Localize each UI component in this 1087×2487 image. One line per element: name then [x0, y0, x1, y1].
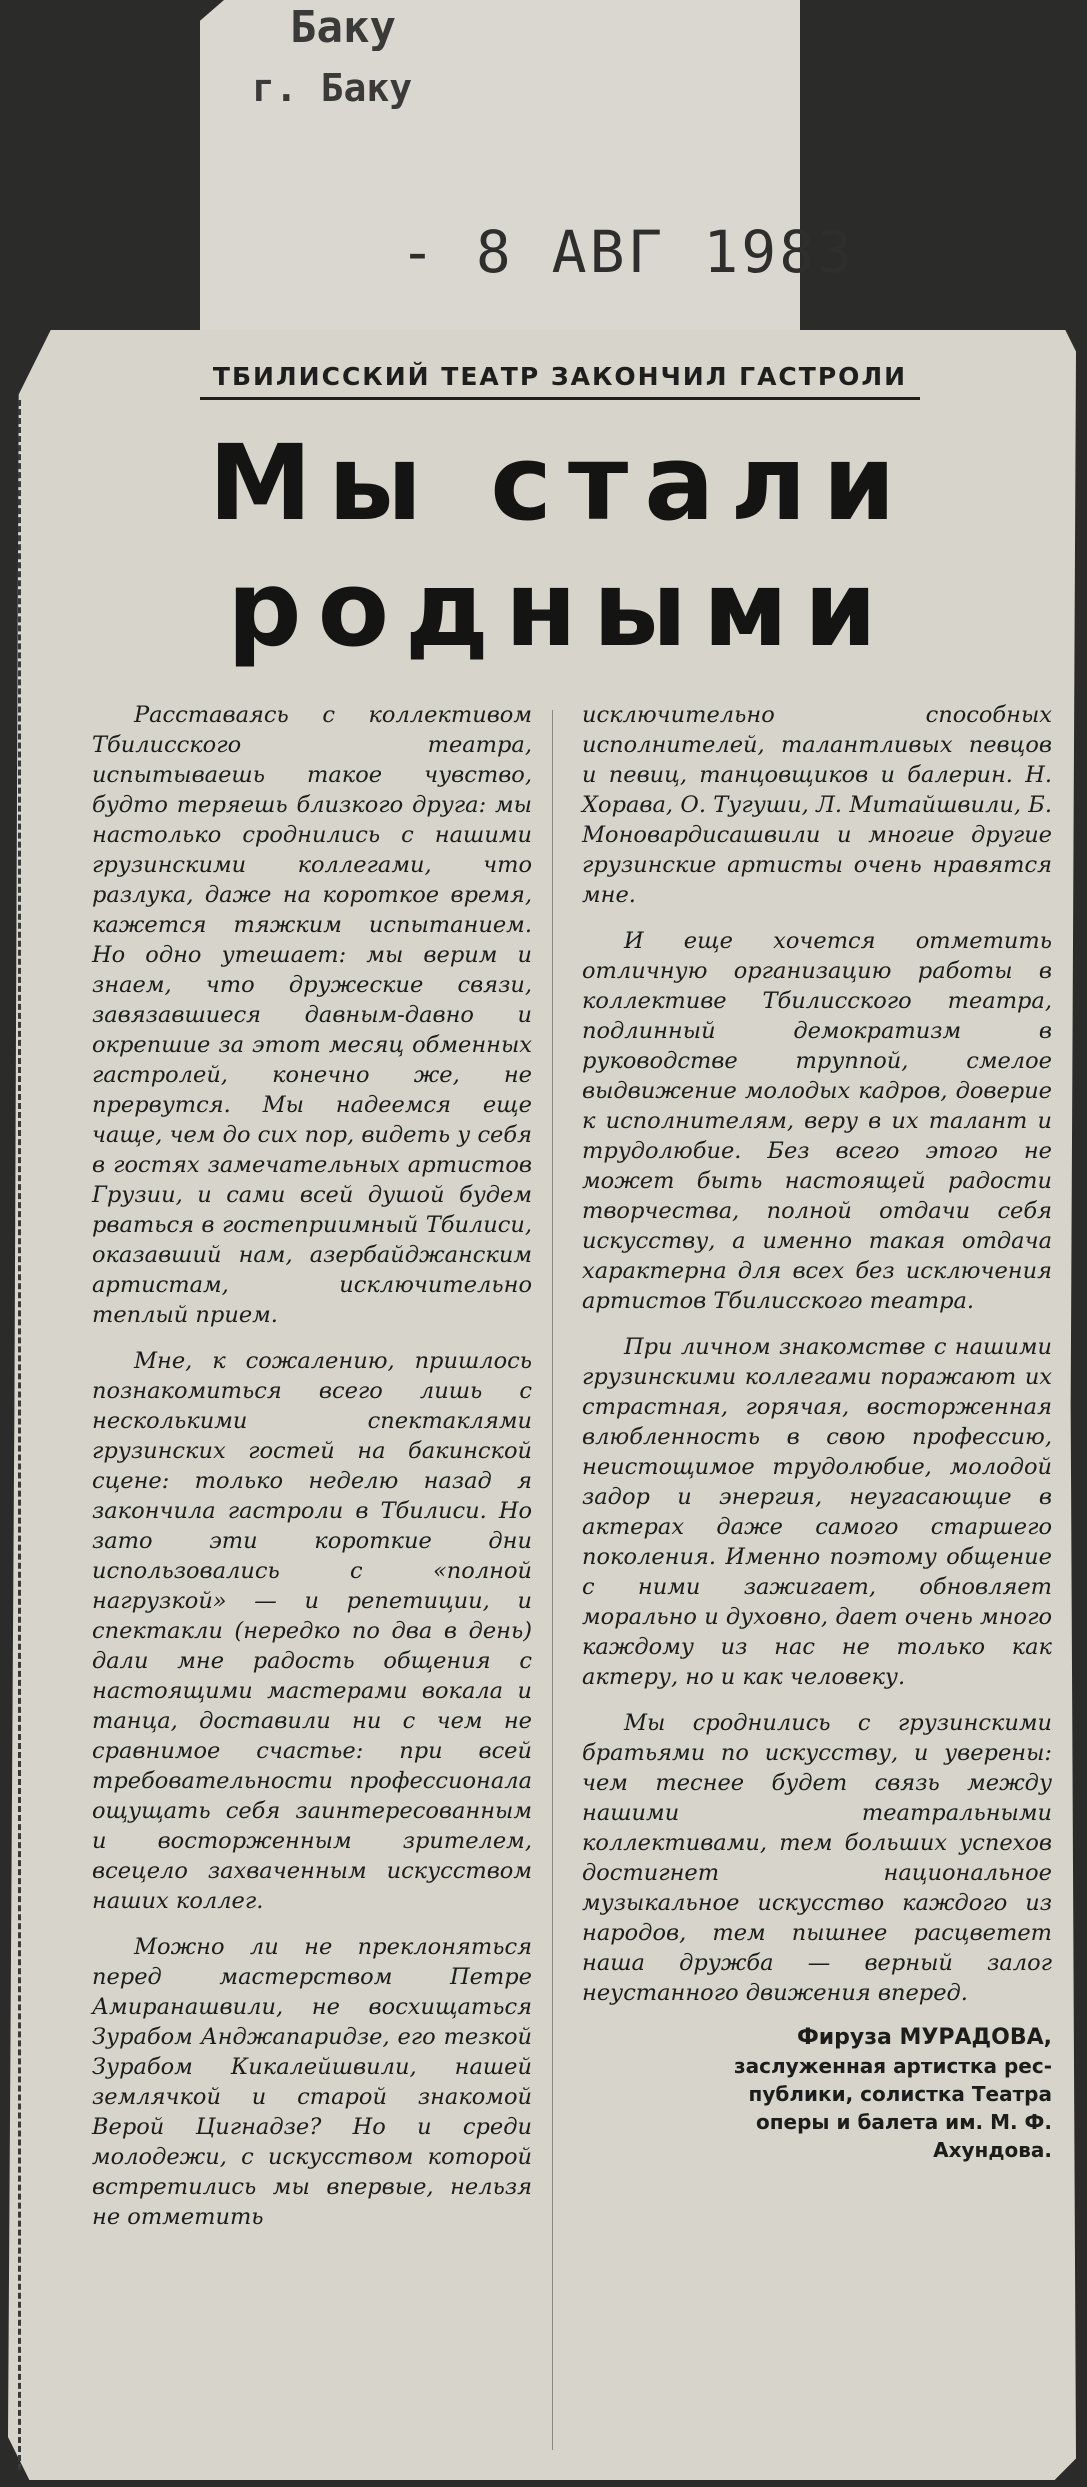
- author-signature: [582, 2024, 1052, 2164]
- city-stamp-line2: г. Баку: [252, 66, 413, 110]
- date-stamp: - 8 АВГ 1983: [400, 218, 856, 286]
- author-title-line: заслуженная артистка рес-: [734, 2054, 1052, 2078]
- rubric-heading: ТБИЛИССКИЙ ТЕАТР ЗАКОНЧИЛ ГАСТРОЛИ: [200, 362, 920, 400]
- author-title-line: оперы и балета им. М. Ф.: [755, 2110, 1052, 2134]
- paragraph: Мне, к сожалению, пришлось познакомиться всего лишь с несколькими спектаклями грузинских гостей на бакинской сцене: только неделю назад я закончила гастроли в Тбилиси. Но зато эти короткие дни использовались с «полной нагрузкой» — и репетиции, и спектакли (нередко по два в день) дали мне радость общения с настоящими мастерами вокала и танца, доставили ни с чем не сравнимое счастье: при всей требовательности профессионала ощущать себя заинтересованным и восторженным зрителем, всецело захваченным искусством наших коллег.: [92, 1348, 532, 1914]
- author-title-line: публики, солистка Театра: [748, 2082, 1052, 2106]
- author-name: Фируза МУРАДОВА,: [796, 2025, 1052, 2050]
- paragraph: Можно ли не преклоняться перед мастерством Петре Амиранашвили, не восхищаться Зурабом Анджапаридзе, его тезкой Зурабом Кикалейшвили, нашей землячкой и старой знакомой Верой Цигнадзе? Но и среди молодежи, с искусством которой встретились мы впервые, нельзя не отметить: [92, 1934, 532, 2230]
- article-column-left: [92, 700, 532, 2248]
- headline-line-1: Мы стали: [208, 422, 912, 544]
- paragraph: И еще хочется отметить отличную организацию работы в коллективе Тбилисского театра, подлинный демократизм в руководстве труппой, смелое выдвижение молодых кадров, доверие к исполнителям, веру в их талант и трудолюбие. Без всего этого не может быть настоящей радости творчества, полной отдачи себя искусству, а именно такая отдача характерна для всех без исключения артистов Тбилисского театра.: [582, 928, 1052, 1314]
- clipping-border: [18, 400, 27, 2470]
- author-title-line: Ахундова.: [933, 2138, 1052, 2162]
- paragraph: исключительно способных исполнителей, талантливых певцов и певиц, танцовщиков и балерин. Н. Хорава, О. Тугуши, Л. Митайшвили, Б. Моновардисашвили и многие другие грузинские артисты очень нравятся мне.: [582, 702, 1052, 908]
- column-divider: [552, 710, 553, 2450]
- paragraph: При личном знакомстве с нашими грузинскими коллегами поражают их страстная, горячая, восторженная влюбленность в свою профессию, неистощимое трудолюбие, молодой задор и энергия, неугасающие в актерах даже самого старшего поколения. Именно поэтому общение с ними зажигает, обновляет морально и духовно, дает очень много каждому из нас не только как актеру, но и как человеку.: [582, 1334, 1052, 1690]
- headline-line-2: родными: [227, 548, 893, 670]
- article-column-right: [582, 700, 1052, 2164]
- city-stamp-line1: Баку: [290, 2, 396, 53]
- paragraph: Расставаясь с коллективом Тбилисского театра, испытываешь такое чувство, будто теряешь близкого друга: мы настолько сроднились с нашими грузинскими коллегами, что разлука, даже на короткое время, кажется тяжким испытанием. Но одно утешает: мы верим и знаем, что дружеские связи, завязавшиеся давным-давно и окрепшие за этот месяц обменных гастролей, конечно же, не прервутся. Мы надеемся еще чаще, чем до сих пор, видеть у себя в гостях замечательных артистов Грузии, и сами всей душой будем рваться в гостеприимный Тбилиси, оказавший нам, азербайджанским артистам, исключительно теплый прием.: [92, 702, 532, 1328]
- paragraph: Мы сроднились с грузинскими братьями по искусству, и уверены: чем теснее будет связь между нашими театральными коллективами, тем больших успехов достигнет национальное музыкальное искусство каждого из народов, тем пышнее расцветет наша дружба — верный залог неустанного движения вперед.: [582, 1710, 1052, 2006]
- article-headline: [120, 420, 1000, 672]
